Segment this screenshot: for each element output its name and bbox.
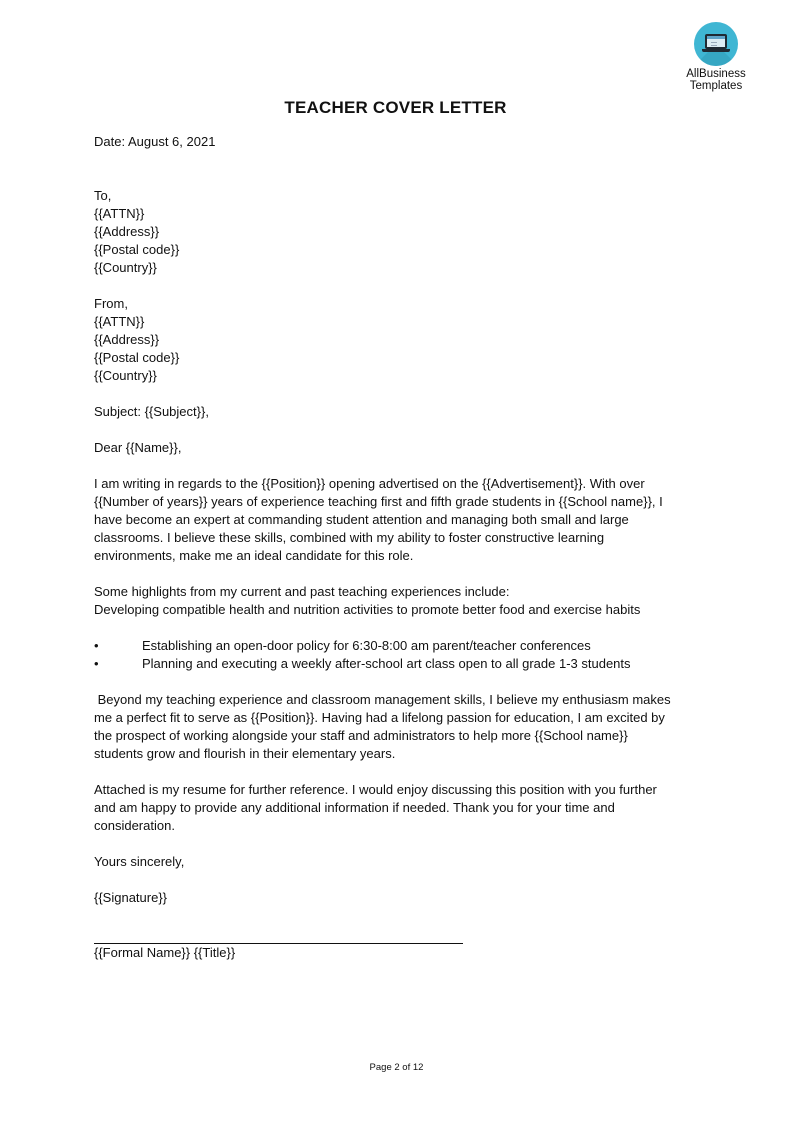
recipient-label: To, [94,188,112,203]
paragraph-closing [94,781,694,835]
allbusiness-templates-logo [680,22,752,92]
logo-line-1: AllBusiness [686,68,746,80]
document-title [0,98,793,118]
recipient-country: {{Country}} [94,260,157,275]
recipient-attn: {{ATTN}} [94,206,145,221]
paragraph-line: consideration. [94,818,175,833]
paragraph-line: classrooms. I believe these skills, combined with my ability to foster constructive learning [94,530,605,545]
paragraph-enthusiasm [94,691,694,763]
bullet-icon: • [94,638,99,653]
bullet-icon: • [94,656,99,671]
document-title-text: TEACHER COVER LETTER [284,98,507,117]
date-line: Date: August 6, 2021 [94,134,216,149]
sender-block [94,295,694,385]
paragraph-line: Beyond my teaching experience and classroom management skills, I believe my enthusiasm makes [94,692,671,707]
paragraph-line: I am writing in regards to the {{Position}} opening advertised on the {{Advertisement}}. With over [94,476,645,491]
recipient-address: {{Address}} [94,224,160,239]
sender-attn: {{ATTN}} [94,314,145,329]
bullet-text: Establishing an open-door policy for 6:30-8:00 am parent/teacher conferences [142,638,591,653]
logo-text [680,68,752,92]
subject-line: Subject: {{Subject}}, [94,404,209,419]
highlights-section [94,583,694,673]
sender-country: {{Country}} [94,368,157,383]
page-number [0,1062,793,1073]
paragraph-line: students grow and flourish in their elementary years. [94,746,396,761]
recipient-block [94,187,694,277]
logo-line-2: Templates [689,80,743,92]
paragraph-line: and am happy to provide any additional information if needed. Thank you for your time and [94,800,615,815]
paragraph-line: environments, make me an ideal candidate for this role. [94,548,414,563]
sender-postal-code: {{Postal code}} [94,350,180,365]
bullet-text: Planning and executing a weekly after-school art class open to all grade 1-3 students [142,656,631,671]
highlights-intro: Some highlights from my current and past teaching experiences include: [94,584,510,599]
recipient-postal-code: {{Postal code}} [94,242,180,257]
signature-placeholder: {{Signature}} [94,890,168,905]
paragraph-line: Attached is my resume for further reference. I would enjoy discussing this position with you further [94,782,657,797]
highlight-item: Developing compatible health and nutrition activities to promote better food and exercise habits [94,602,641,617]
paragraph-line: {{Number of years}} years of experience teaching first and fifth grade students in {{School name}}, I [94,494,663,509]
page-number-text: Page 2 of 12 [369,1062,424,1073]
letter-body [94,133,694,962]
bullet-list-item [94,637,694,655]
paragraph-intro [94,475,694,565]
closing-phrase: Yours sincerely, [94,854,185,869]
laptop-icon [694,22,738,66]
sender-address: {{Address}} [94,332,160,347]
formal-name-title: {{Formal Name}} {{Title}} [94,945,236,960]
paragraph-line: me a perfect fit to serve as {{Position}}. Having had a lifelong passion for education, I am excited by [94,710,665,725]
paragraph-line: the prospect of working alongside your staff and administrators to help more {{School name}} [94,728,628,743]
salutation: Dear {{Name}}, [94,440,182,455]
bullet-list-item [94,655,694,673]
paragraph-line: have become an expert at commanding student attention and managing both small and large [94,512,629,527]
sender-label: From, [94,296,128,311]
